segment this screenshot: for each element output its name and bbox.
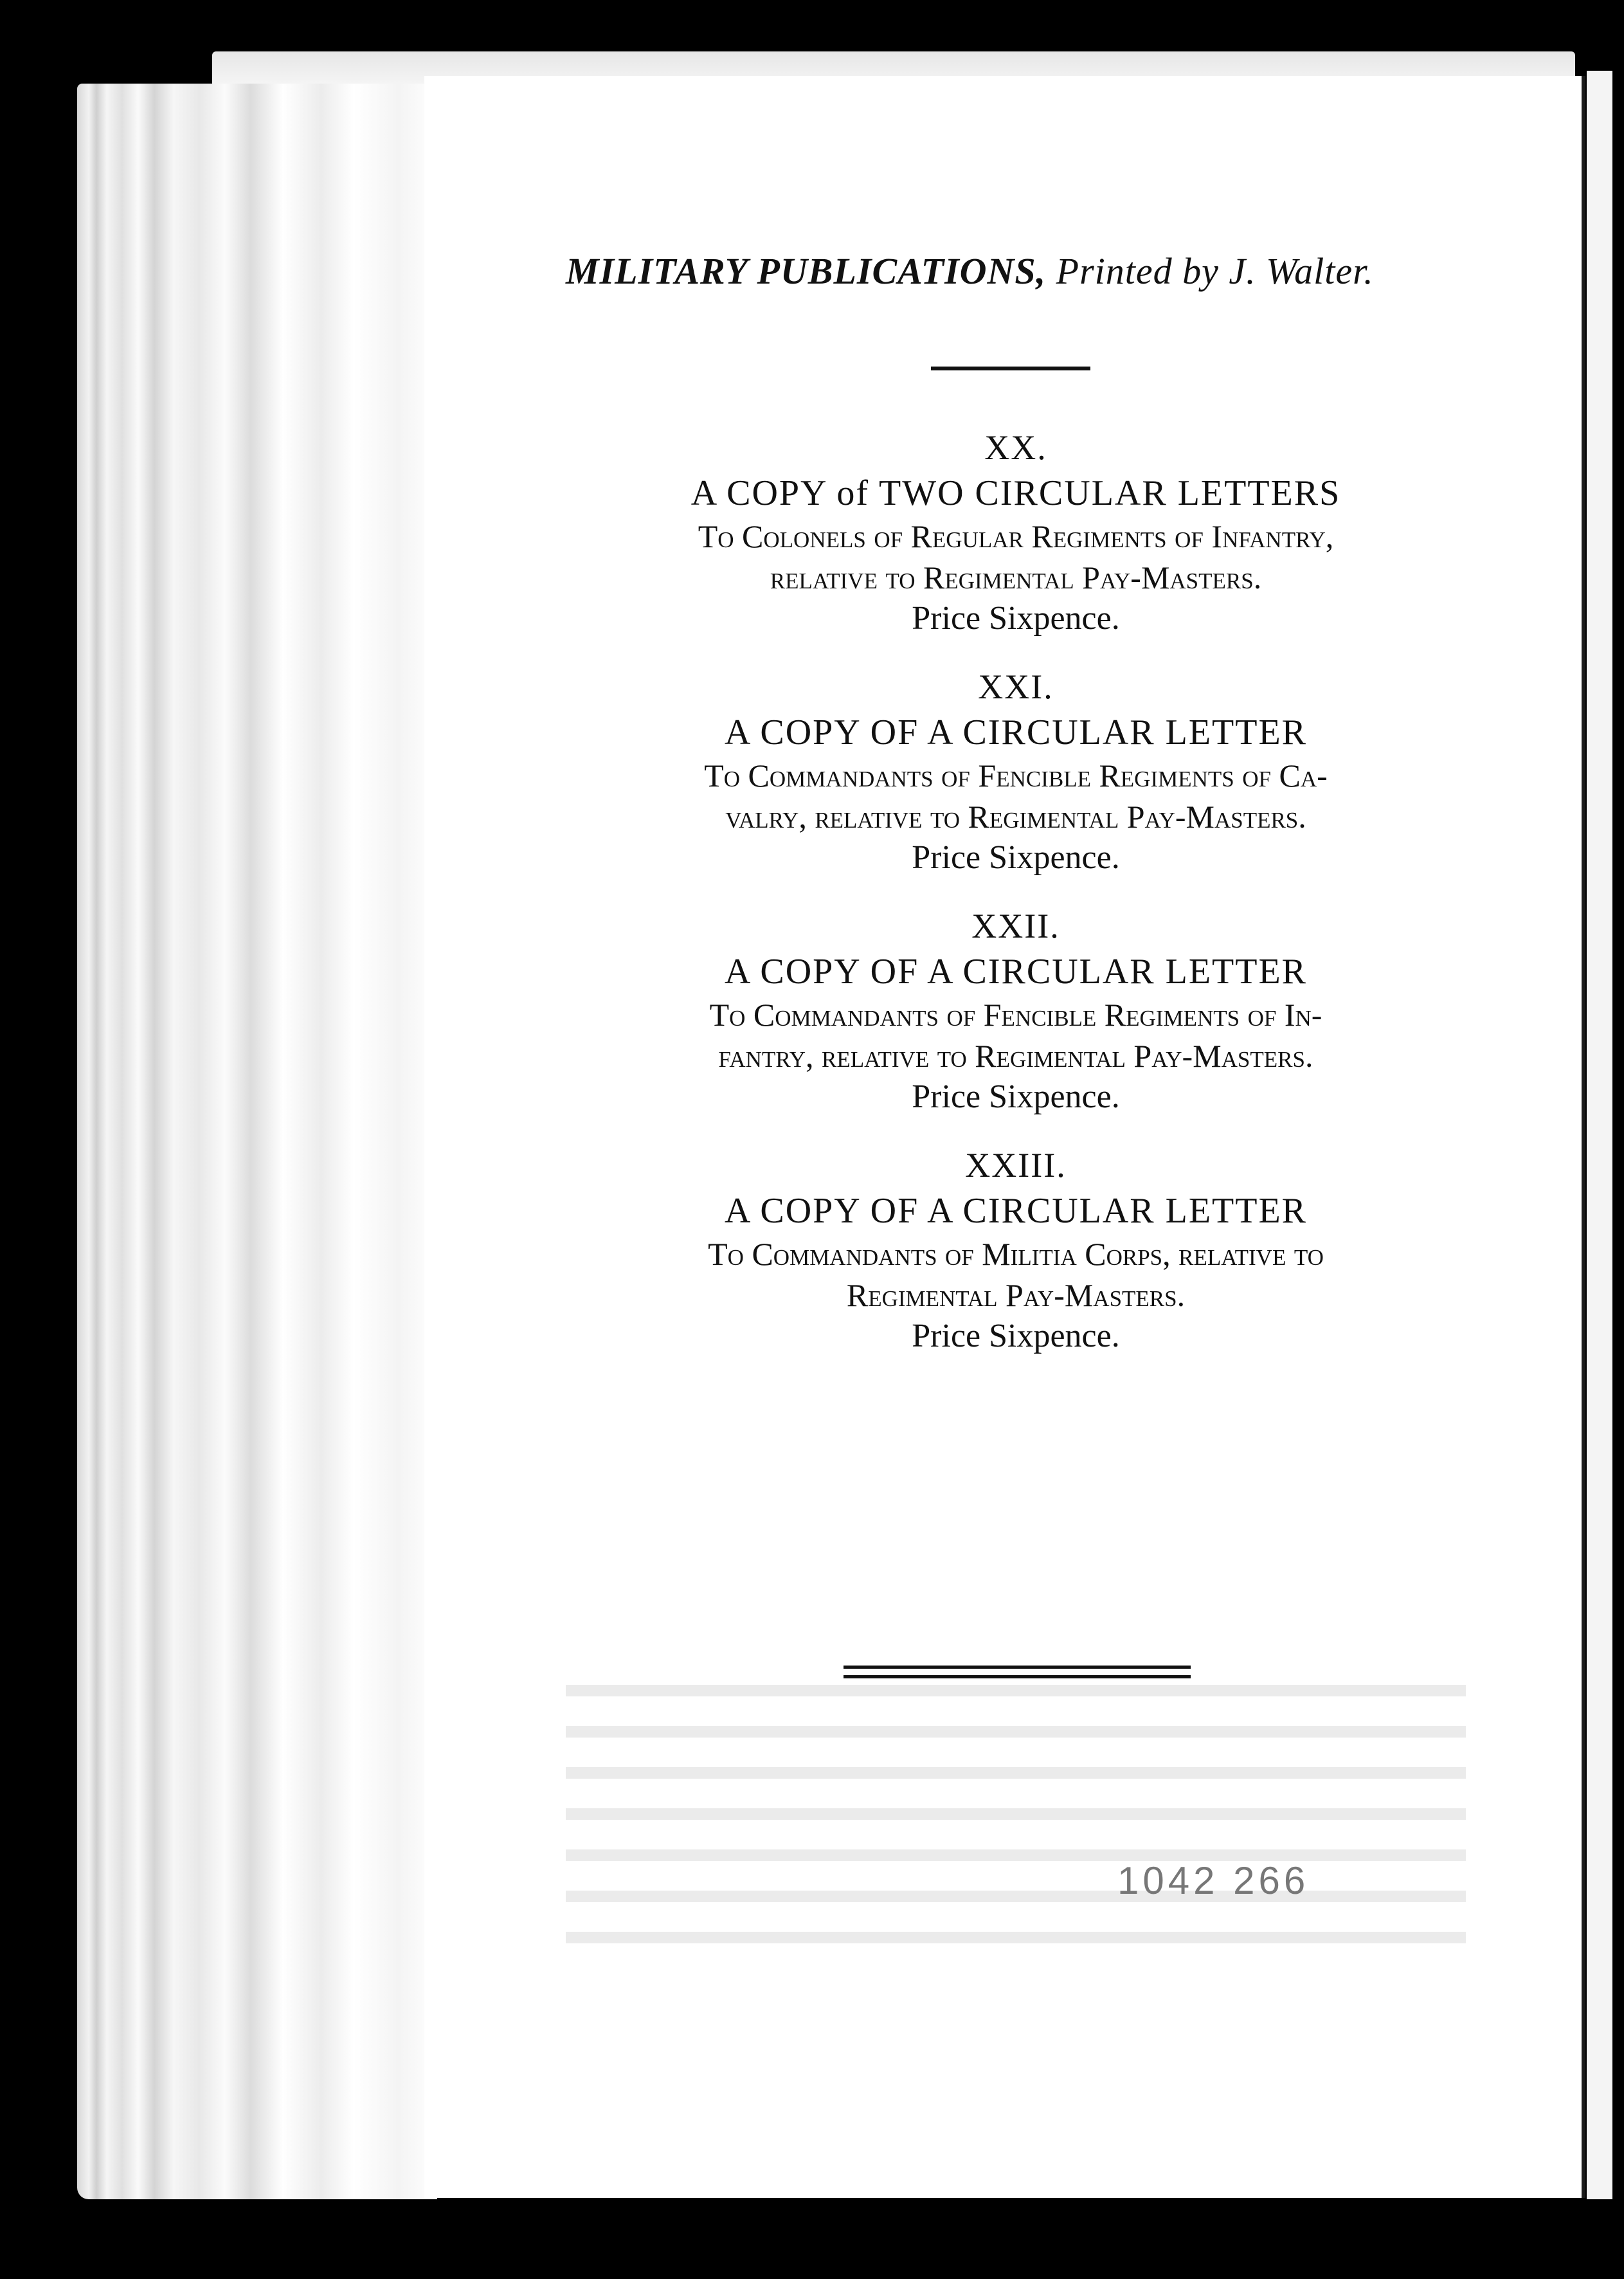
facing-page-edge (1587, 71, 1612, 2199)
header-rule (931, 367, 1090, 370)
publication-entry (553, 664, 1479, 878)
entry-description-line: To Commandants of Fencible Regiments of Ca- (704, 758, 1328, 794)
entry-description-line: valry, relative to Regimental Pay-Masters. (725, 799, 1306, 835)
entry-description-line: To Commandants of Fencible Regiments of In- (709, 997, 1322, 1033)
header-title: MILITARY PUBLICATIONS, (566, 250, 1047, 292)
library-shelfmark: 1042 266 (1117, 1859, 1310, 1902)
entry-numeral: XX. (984, 428, 1047, 467)
entry-title: A COPY of TWO CIRCULAR LETTERS (690, 473, 1341, 513)
entry-description-line: Regimental Pay-Masters. (846, 1277, 1186, 1313)
publication-entry (553, 424, 1479, 639)
running-header (566, 250, 1466, 293)
entry-numeral: XXI. (978, 667, 1054, 706)
entry-numeral: XXII. (971, 907, 1060, 945)
entry-description-line: relative to Regimental Pay-Masters. (770, 559, 1262, 595)
entry-price: Price Sixpence. (912, 839, 1120, 876)
show-through-text (566, 1685, 1466, 1955)
entry-title: A COPY OF A CIRCULAR LETTER (724, 952, 1308, 992)
entry-numeral: XXIII. (965, 1146, 1067, 1185)
closing-double-rule (844, 1666, 1191, 1678)
header-printer: Printed by J. Walter. (1056, 250, 1374, 292)
publication-entry (553, 903, 1479, 1118)
publication-entry (553, 1142, 1479, 1357)
entry-price: Price Sixpence. (912, 600, 1120, 637)
entry-description-line: fantry, relative to Regimental Pay-Masters. (718, 1038, 1313, 1074)
entry-title: A COPY OF A CIRCULAR LETTER (724, 713, 1308, 752)
page-edges-left (77, 84, 437, 2199)
entry-description-line: To Commandants of Militia Corps, relative to (708, 1236, 1324, 1272)
entry-description-line: To Colonels of Regular Regiments of Infantry, (698, 518, 1334, 554)
publication-list (553, 424, 1479, 1381)
entry-price: Price Sixpence. (912, 1318, 1120, 1354)
entry-price: Price Sixpence. (912, 1078, 1120, 1115)
entry-title: A COPY OF A CIRCULAR LETTER (724, 1191, 1308, 1231)
